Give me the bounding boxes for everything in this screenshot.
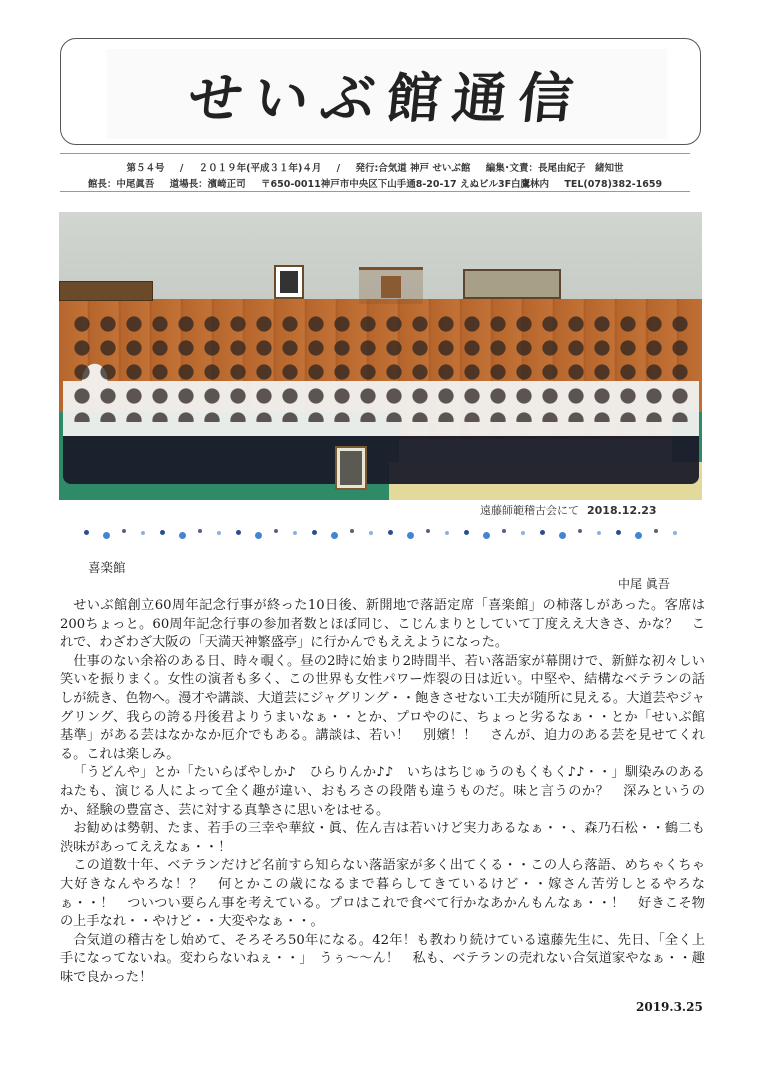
caption-date: 2018.12.23 (587, 504, 657, 517)
article-author: 中尾 眞吾 (618, 577, 670, 591)
practitioners-heads (69, 312, 689, 422)
kamidana-shrine (359, 267, 423, 304)
divider-dot (445, 531, 449, 535)
caption-text: 遠藤師範稽古会にて (480, 504, 579, 517)
divider-dot (141, 531, 145, 535)
telephone: TEL(078)382-1659 (564, 179, 663, 190)
paragraph: 合気道の稽古をし始めて、そろそろ50年になる。42年！も教わり続けている遠藤先生に、先日、「全く上手になってないね。変わらないねぇ・・」 うぅ〜〜ん！ 私も、ベテランの売れない合気道家やなぁ・・趣味で良かった！ (60, 932, 705, 985)
paragraph: 仕事のない余裕のある日、時々覗く。昼の2時に始まり2時間半、若い落語家が幕開けで、新鮮な初々しい笑いを振りまく。女性の演者も多く、この世界も女性パワー炸裂の日は近い。中堅や、結構なベテランの話しが続き、色物へ。漫才や講談、大道芸にジャグリング・・飽きさせない工夫が随所に見える。大道芸やジャグリング、我らの誇る丹後君よりうまいなぁ・・とか、プロやのに、ちょっと劣るなぁ・・とか「せいぶ館基準」がある芸はなかなか厄介でもある。講談は、若い！ 別嬪！！ さんが、迫力のある芸を見せてくれる。これは楽しみ。 (60, 653, 705, 762)
paragraph: お勧めは勢朝、たま、若手の三幸や華紋・眞、佐ん吉は若いけど実力あるなぁ・・、森乃石松・・鶴二も渋味があってええなぁ・・！ (60, 821, 705, 855)
divider-dot (521, 531, 525, 535)
divider-dot (331, 532, 338, 539)
separator: / (179, 163, 184, 174)
divider-dot (483, 532, 490, 539)
issue-info-line (60, 160, 690, 174)
divider-dot (578, 529, 582, 533)
divider-dot (350, 529, 354, 533)
divider-dot (407, 532, 414, 539)
divider-dot (84, 530, 89, 535)
divider-dot (179, 532, 186, 539)
article-date: 2019.3.25 (636, 1000, 703, 1014)
masthead-calligraphy-panel (107, 49, 667, 139)
newsletter-title: せいぶ館通信 (185, 65, 588, 130)
divider-dot (616, 530, 621, 535)
dojo-head: 道場長：濱崎正司 (169, 179, 246, 190)
divider-dot (388, 530, 393, 535)
divider-dot (673, 531, 677, 535)
divider-dot (635, 532, 642, 539)
divider-dot (103, 532, 110, 539)
article-title: 喜楽館 (88, 560, 126, 575)
calligraphy-plaque (463, 269, 561, 299)
divider-dot (502, 529, 506, 533)
wall-plaque-left (59, 281, 153, 301)
photo-caption (480, 502, 657, 518)
divider-dot (559, 532, 566, 539)
paragraph: せいぶ館創立60周年記念行事が終った10日後、新開地で落語定席「喜楽館」の柿落しがあった。客席は200ちょっと。60周年記念行事の参加者数とほぼ同じ、こじんまりとしていて丁度ええ大きさ、かな？ これで、わざわざ大阪の「天満天神繁盛亭」に行かんでもええようになった。 (60, 598, 705, 651)
article-body (60, 597, 705, 987)
header-rule-bottom (60, 191, 690, 192)
divider-dot (293, 531, 297, 535)
divider-dot (217, 531, 221, 535)
dotted-divider (84, 528, 684, 544)
publisher: 発行:合気道 神戸 せいぶ館 (355, 163, 471, 174)
separator: / (336, 163, 341, 174)
divider-dot (426, 529, 430, 533)
divider-dot (597, 531, 601, 535)
header-rule-top (60, 153, 690, 154)
divider-dot (198, 529, 202, 533)
director: 館長：中尾眞吾 (87, 179, 155, 190)
divider-dot (236, 530, 241, 535)
divider-dot (274, 529, 278, 533)
paragraph: この道数十年、ベテランだけど名前すら知らない落語家が多く出てくる・・この人ら落語、めちゃくちゃ大好きなんやろな！？ 何とかこの歳になるまで暮らしてきているけど・・嫁さん苦労しとるやろなぁ・・！ ついつい要らん事を考えている。プロはこれで食べて行かなあかんもんなぁ・・！ 好きこそ物の上手なれ・・やけど・・大変やなぁ・・。 (60, 858, 705, 930)
framed-founder-photo (335, 446, 367, 490)
divider-dot (369, 531, 373, 535)
address: 〒650-0011神戸市中央区下山手通8-20-17 えぬビル3F白鷹林内 (261, 179, 550, 190)
divider-dot (160, 530, 165, 535)
issue-date: ２０１９年(平成３１年)４月 (198, 163, 322, 174)
wall-portrait (274, 265, 304, 299)
editors: 編集･文責：長尾由紀子 緒知世 (485, 163, 624, 174)
divider-dot (122, 529, 126, 533)
divider-dot (312, 530, 317, 535)
masthead-banner (60, 38, 701, 145)
divider-dot (654, 529, 658, 533)
divider-dot (464, 530, 469, 535)
divider-dot (540, 530, 545, 535)
group-photo (59, 212, 702, 500)
paragraph: 「うどんや」とか「たいらばやしか♪ ひらりんか♪♪ いちはちじゅうのもくもく♪♪・・」馴染みのあるねたも、演じる人によって全く趣が違い、おもろさの段階も違うものだ。味と言うのか？ 深みというのか、経験の豊富さ、芸に対する真摯さに思いをはせる。 (60, 765, 705, 818)
divider-dot (255, 532, 262, 539)
issue-number: 第５４号 (126, 163, 165, 174)
contact-info-line (60, 176, 690, 190)
